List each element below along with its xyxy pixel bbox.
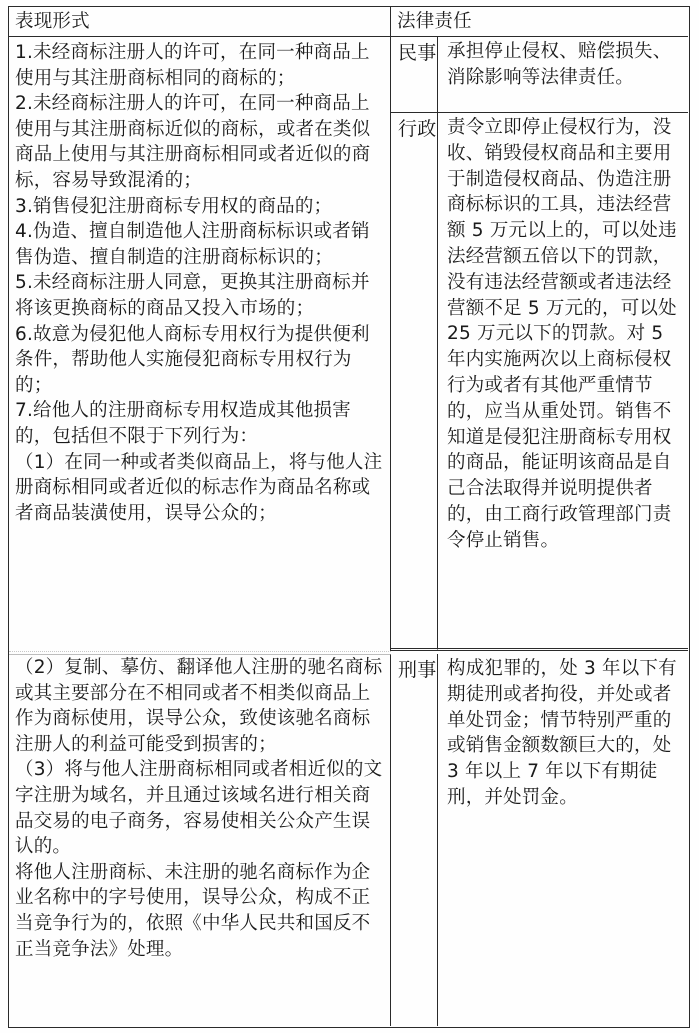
liability-type-criminal-label: 刑事 — [398, 659, 437, 681]
liability-text-civil-content: 承担停止侵权、赔偿损失、消除影响等法律责任。 — [447, 41, 672, 88]
form-item-5: 5.未经商标注册人同意，更换其注册商标并将该更换商标的商品又投入市场的； — [15, 272, 370, 319]
liability-type-civil-label: 民事 — [398, 42, 437, 64]
form-item-3: 3.销售侵犯注册商标专用权的商品的； — [15, 195, 333, 217]
liability-text-criminal-content: 构成犯罪的，处 3 年以下有期徒刑或者拘役，并处或者单处罚金；情节特别严重的或销售金额数额巨大的，处 3 年以上 7 年以下有期徒刑，并处罚金。 — [447, 658, 677, 808]
header-form-label: 表现形式 — [15, 11, 90, 32]
form-item-4: 4.伪造、擅自制造他人注册商标标识或者销售伪造、擅自制造的注册商标标识的； — [15, 221, 370, 268]
liability-type-administrative — [391, 113, 438, 651]
liability-type-civil — [391, 37, 438, 113]
form-item-7: 7.给他人的注册商标专用权造成其他损害的，包括但不限于下列行为： — [15, 400, 351, 447]
form-item-7-3: （3）将与他人注册商标相同或者相近似的文字注册为域名，并且通过该域名进行相关商品交易的电子商务，容易使相关公众产生误认的。 — [15, 759, 383, 858]
liability-text-administrative — [438, 113, 688, 651]
form-item-7-1: （1）在同一种或者类似商品上，将与他人注册商标相同或者近似的标志作为商品名称或者商品装潢使用，误导公众的； — [15, 451, 383, 524]
form-item-1: 1.未经商标注册人的许可，在同一种商品上使用与其注册商标相同的商标的； — [15, 42, 370, 89]
header-liability-label: 法律责任 — [397, 11, 472, 32]
forms-cell-upper — [9, 37, 391, 651]
form-item-unfair-competition: 将他人注册商标、未注册的驰名商标作为企业名称中的字号使用，误导公众，构成不正当竞争行为的，依照《中华人民共和国反不正当竞争法》处理。 — [15, 861, 371, 960]
liability-type-administrative-label: 行政 — [398, 118, 437, 140]
liability-text-criminal — [438, 654, 688, 1026]
trademark-infringement-table — [8, 6, 690, 1028]
form-item-2: 2.未经商标注册人的许可，在同一种商品上使用与其注册商标近似的商标，或者在类似商品上使用与其注册商标相同或者近似的商标，容易导致混淆的； — [15, 93, 371, 191]
header-form — [9, 7, 391, 37]
page-break-divider — [9, 651, 391, 652]
header-liability — [391, 7, 688, 37]
liability-text-administrative-content: 责令立即停止侵权行为，没收、销毁侵权商品和主要用于制造侵权商品、伪造注册商标标识的工具，违法经营额 5 万元以上的，可以处违法经营额五倍以下的罚款，没有违法经营额或者违法经营额不足 5 万元的，可以处 25 万元以下的罚款。对 5 年内实施两次以上商标侵权行为或者有其他严重情节的，应当从重处罚。销售不知道是侵犯注册商标专用权的商品，能证明该商品是自己合法取得并说明提供者的，由工商行政管理部门责令停止销售。 — [447, 117, 677, 551]
liability-type-criminal — [391, 654, 438, 1026]
form-item-7-2: （2）复制、摹仿、翻译他人注册的驰名商标或其主要部分在不相同或者不相类似商品上作为商标使用，误导公众，致使该驰名商标注册人的利益可能受到损害的； — [15, 657, 383, 755]
form-item-6: 6.故意为侵犯他人商标专用权行为提供便利条件，帮助他人实施侵犯商标专用权行为的； — [15, 323, 370, 396]
forms-cell-lower — [9, 654, 391, 1026]
liability-text-civil — [438, 37, 688, 113]
